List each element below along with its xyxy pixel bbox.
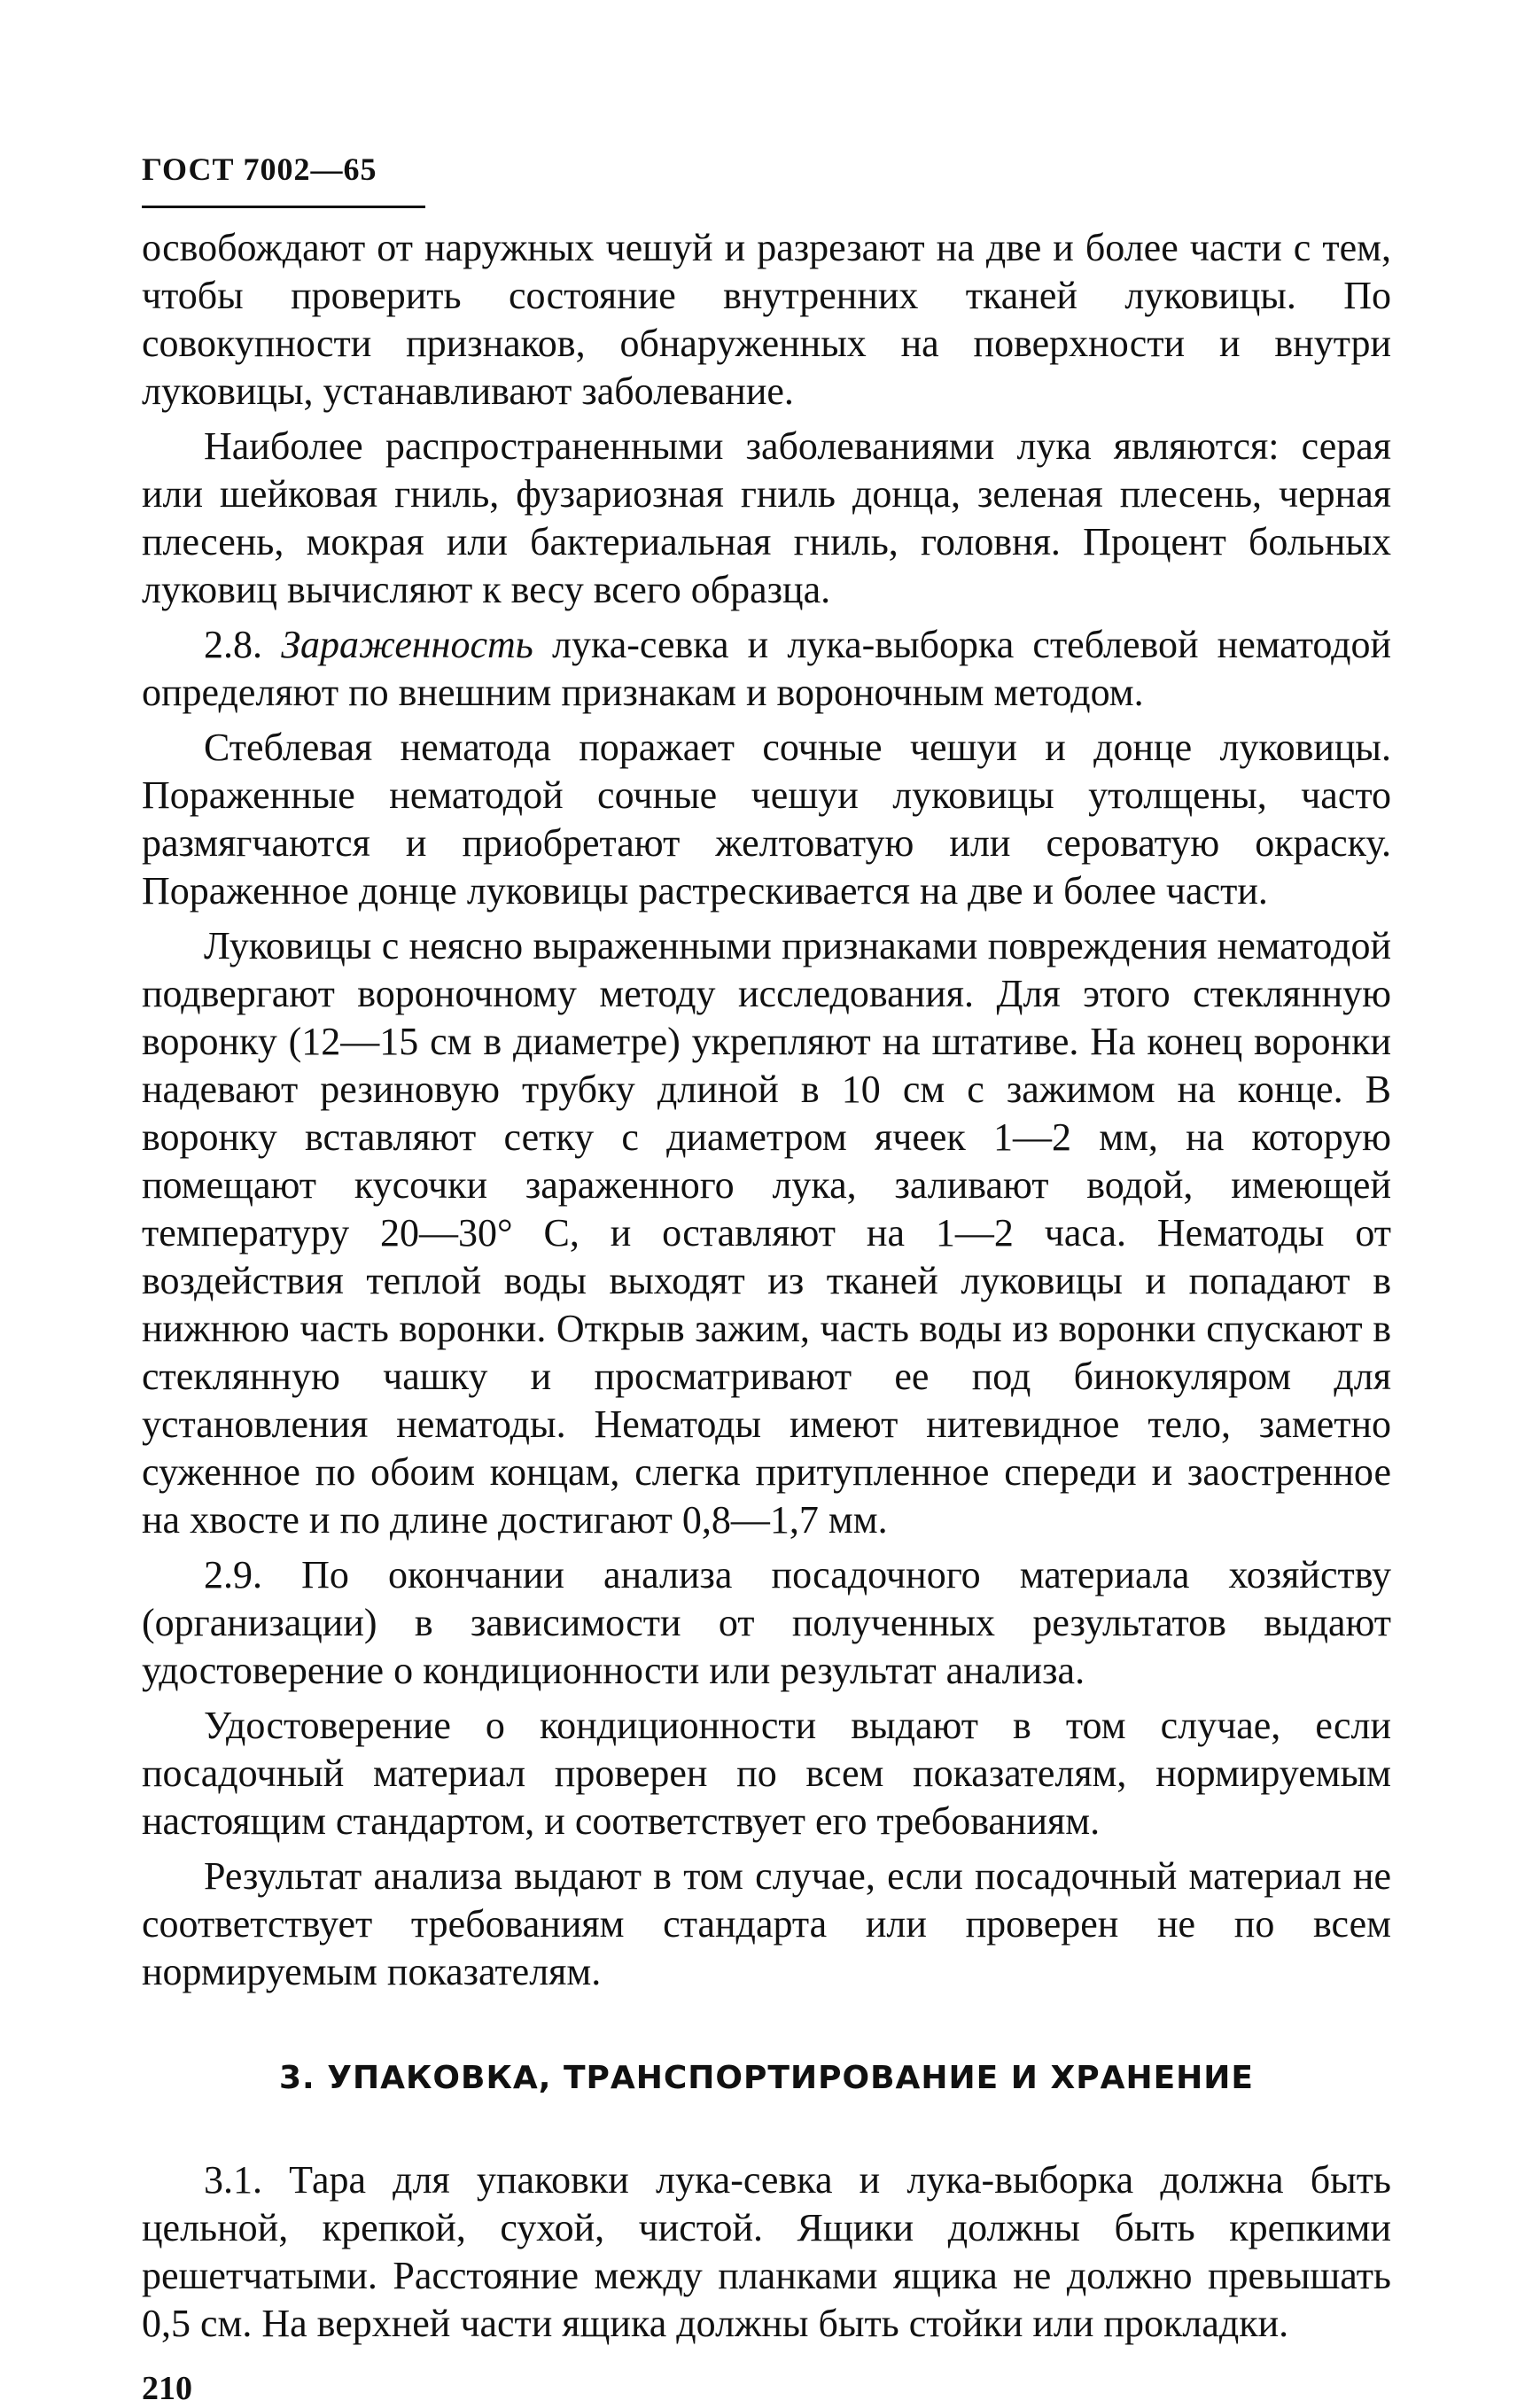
paragraph-continuation: освобождают от наружных чешуй и разрезают на две и более части с тем, чтобы проверить состояние внутренних тканей луковицы. По совокупности признаков, обнаруженных на поверхности и внутри луковицы, устанавливают заболевание.	[142, 226, 1391, 413]
paragraph-nematode: Стеблевая нематода поражает сочные чешуи и донце луковицы. Пораженные нематодой сочные чешуи луковицы утолщены, часто размягчаются и приобретают желтоватую или сероватую окраску. Пораженное донце луковицы растрескивается на две и более части.	[142, 726, 1391, 913]
body-text	[142, 224, 1391, 1996]
running-head: ГОСТ 7002—65	[142, 151, 425, 208]
section-heading: 3. УПАКОВКА, ТРАНСПОРТИРОВАНИЕ И ХРАНЕНИЕ	[278, 2060, 1255, 2096]
clause-number: 2.8.	[204, 623, 262, 666]
paragraph-2-9: 2.9. По окончании анализа посадочного материала хозяйству (организации) в зависимости от полученных результатов выдают удостоверение о кондиционности или результат анализа.	[142, 1553, 1391, 1692]
paragraph-certificate: Удостоверение о кондиционности выдают в том случае, если посадочный материал проверен по всем показателям, нормируемым настоящим стандартом, и соответствует его требованиям.	[142, 1704, 1391, 1843]
paragraph-diseases: Наиболее распространенными заболеваниями лука являются: серая или шейковая гниль, фузариозная гниль донца, зеленая плесень, черная плесень, мокрая или бактериальная гниль, головня. Процент больных луковиц вычисляют к весу всего образца.	[142, 424, 1391, 611]
paragraph-2-8	[142, 621, 1391, 717]
paragraph-funnel-method: Луковицы с неясно выраженными признаками повреждения нематодой подвергают вороночному методу исследования. Для этого стеклянную воронку (12—15 см в диаметре) укрепляют на штативе. На конец воронки надевают резиновую трубку длиной в 10 см с зажимом на конце. В воронку вставляют сетку с диаметром ячеек 1—2 мм, на которую помещают кусочки зараженного лука, заливают водой, имеющей температуру 20—30° С, и оставляют на 1—2 часа. Нематоды от воздействия теплой воды выходят из тканей луковицы и попадают в нижнюю часть воронки. Открыв зажим, часть воды из воронки спускают в стеклянную чашку и просматривают ее под бинокуляром для установления нематоды. Нематоды имеют нитевидное тело, заметно суженное по обоим концам, слегка притупленное спереди и заостренное на хвосте и по длине достигают 0,8—1,7 мм.	[142, 924, 1391, 1542]
italic-term: Зараженность	[281, 623, 533, 666]
paragraph-result: Результат анализа выдают в том случае, если посадочный материал не соответствует требованиям стандарта или проверен не по всем нормируемым показателям.	[142, 1854, 1391, 1993]
section-3-text	[142, 2156, 1391, 2348]
paragraph-3-1: 3.1. Тара для упаковки лука-севка и лука-выборка должна быть цельной, крепкой, сухой, чистой. Ящики должны быть крепкими решетчатыми. Расстояние между планками ящика не должно превышать 0,5 см. На верхней части ящика должны быть стойки или прокладки.	[142, 2158, 1391, 2345]
page-number: 210	[142, 2370, 192, 2407]
paragraph-2-8-text: лука-севка и лука-выборка стеблевой нематодой определяют по внешним признакам и вороночным методом.	[142, 623, 1392, 714]
document-page	[142, 151, 1391, 2408]
